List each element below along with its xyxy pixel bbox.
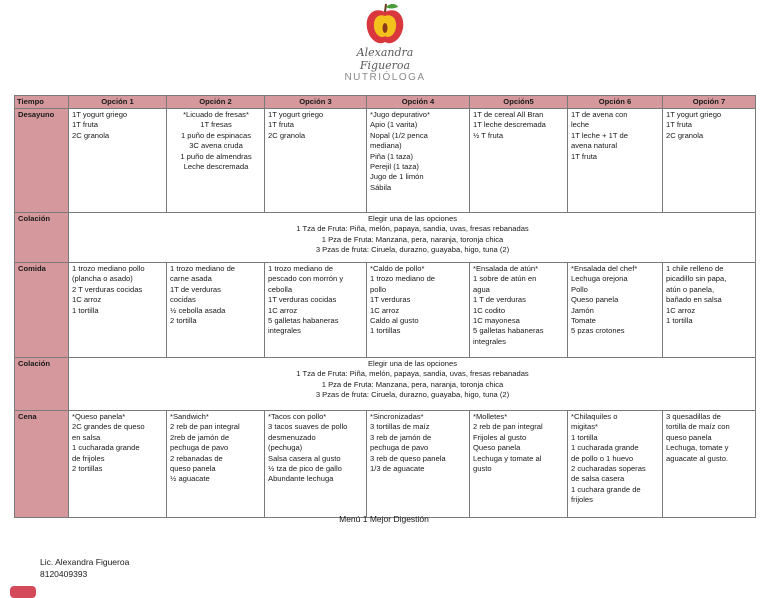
- cell-line: de pollo o 1 huevo: [571, 453, 634, 463]
- cell-line: 3 tacos suaves de pollo: [268, 422, 348, 432]
- cell-line: *Chilaquiles o: [571, 412, 618, 421]
- footer-contact: [40, 556, 129, 580]
- cell-line: migitas*: [571, 422, 599, 432]
- row-colacion-1: [15, 213, 756, 263]
- cell-line: aguacate al gusto.: [666, 453, 729, 463]
- header-opcion-4: Opción 4: [367, 96, 470, 109]
- cell-line: Nopal (1/2 penca: [370, 130, 428, 140]
- cell-line: ½ tza de pico de gallo: [268, 464, 342, 474]
- cell-line: 1T fruta: [268, 120, 295, 130]
- cell-line: 2C grandes de queso: [72, 422, 145, 432]
- cell-line: cebolla: [268, 284, 293, 294]
- desayuno-opcion-2: [167, 109, 265, 213]
- cell-line: Apio (1 varita): [370, 120, 418, 130]
- cell-line: Queso panela: [571, 295, 619, 305]
- cell-line: 1T yogurt griego: [268, 110, 324, 119]
- cell-line: gusto: [473, 464, 492, 474]
- cell-line: 1C arroz: [370, 305, 400, 315]
- row-label-colacion-2: Colación: [15, 358, 69, 411]
- comida-opcion-3: [265, 263, 367, 358]
- cell-line: 3 reb de queso panela: [370, 453, 446, 463]
- cell-line: 3 reb de jamón de: [370, 432, 432, 442]
- comida-opcion-5: [470, 263, 568, 358]
- cell-line: 2C granola: [72, 130, 110, 140]
- cell-line: Lechuga y tomate al: [473, 453, 542, 463]
- header-opcion-3: Opción 3: [265, 96, 367, 109]
- cell-line: de frijoles: [72, 453, 105, 463]
- cell-line: 2 rebanadas de: [170, 453, 223, 463]
- cell-line: 3 Pzas de fruta: Ciruela, durazno, guayaba, higo, tuna (2): [315, 390, 510, 400]
- cell-line: *Sincronizadas*: [370, 412, 424, 421]
- row-label-colacion-1: Colación: [15, 213, 69, 263]
- cell-line: 1 puño de espinacas: [180, 130, 252, 140]
- cell-line: 1 Pza de Fruta: Manzana, pera, naranja, toronja chica: [321, 234, 504, 244]
- cell-line: pechuga de pavo: [170, 443, 229, 453]
- cell-line: 1 Pza de Fruta: Manzana, pera, naranja, toronja chica: [321, 379, 504, 389]
- cell-line: pollo: [370, 284, 387, 294]
- header-row: [15, 96, 756, 109]
- cell-line: 1 cucharada grande: [72, 443, 140, 453]
- cell-line: Lechuga orejona: [571, 274, 628, 284]
- cell-line: Elegir una de las opciones: [367, 214, 458, 223]
- cell-line: 1 chile relleno de: [666, 264, 724, 273]
- cena-opcion-6: [568, 411, 663, 518]
- cell-line: ½ T fruta: [473, 130, 504, 140]
- cell-line: 1T leche descremada: [473, 120, 546, 130]
- cell-line: *Molletes*: [473, 412, 508, 421]
- cell-line: (pechuga): [268, 443, 303, 453]
- cell-line: 1 trozo mediano de: [170, 264, 236, 273]
- cell-line: 1T fruta: [666, 120, 693, 130]
- cell-line: queso panela: [666, 432, 712, 442]
- cell-line: 1T de cereal All Bran: [473, 110, 544, 119]
- cell-line: 5 galletas habaneras: [473, 326, 544, 336]
- cell-line: 2 tortillas: [72, 464, 103, 474]
- header-opcion-7: Opción 7: [663, 96, 756, 109]
- cell-line: 2C granola: [666, 130, 704, 140]
- cell-line: Leche descremada: [183, 162, 249, 172]
- cell-line: *Ensalada de atún*: [473, 264, 539, 273]
- cell-line: 1C codito: [473, 305, 506, 315]
- menu-table: [14, 95, 756, 518]
- cell-line: 2 T verduras cocidas: [72, 284, 143, 294]
- cell-line: agua: [473, 284, 490, 294]
- row-colacion-2: [15, 358, 756, 411]
- desayuno-opcion-7: [663, 109, 756, 213]
- cell-line: Abundante lechuga: [268, 474, 334, 484]
- header-opcion-2: Opción 2: [167, 96, 265, 109]
- cena-opcion-5: [470, 411, 568, 518]
- cell-line: 1T yogurt griego: [666, 110, 722, 119]
- cell-line: *Tacos con pollo*: [268, 412, 327, 421]
- cell-line: queso panela: [170, 464, 216, 474]
- cell-line: bañado en salsa: [666, 295, 722, 305]
- colacion-2-options: [69, 358, 756, 411]
- cell-line: integrales: [268, 326, 301, 336]
- cell-line: cocidas: [170, 295, 196, 305]
- cell-line: de salsa casera: [571, 474, 625, 484]
- cell-line: 1C arroz: [268, 305, 298, 315]
- cell-line: 1C arroz: [72, 295, 102, 305]
- cena-opcion-3: [265, 411, 367, 518]
- cell-line: tortilla de maíz con: [666, 422, 730, 432]
- desayuno-opcion-6: [568, 109, 663, 213]
- footer-phone: 8120409393: [40, 569, 88, 579]
- cell-line: 2 tortilla: [170, 316, 197, 326]
- cell-line: 1 trozo mediano de: [370, 274, 436, 284]
- cell-line: mediana): [370, 141, 402, 151]
- cell-line: (plancha o asado): [72, 274, 133, 284]
- cell-line: *Caldo de pollo*: [370, 264, 425, 273]
- cell-line: *Sandwich*: [170, 412, 209, 421]
- cell-line: *Jugo depurativo*: [370, 110, 430, 119]
- cena-opcion-2: [167, 411, 265, 518]
- cell-line: 1 sobre de atún en: [473, 274, 537, 284]
- cell-line: 1 trozo mediano pollo: [72, 264, 145, 273]
- colacion-1-options: [69, 213, 756, 263]
- comida-opcion-4: [367, 263, 470, 358]
- cell-line: 1 tortilla: [571, 432, 598, 442]
- cell-line: 2 cucharadas soperas: [571, 464, 646, 474]
- comida-opcion-1: [69, 263, 167, 358]
- cell-line: *Ensalada del chef*: [571, 264, 638, 273]
- cell-line: Perejil (1 taza): [370, 162, 419, 172]
- desayuno-opcion-4: [367, 109, 470, 213]
- cell-line: 1T de verduras: [170, 284, 221, 294]
- cell-line: pechuga de pavo: [370, 443, 429, 453]
- cell-line: 2 reb de pan integral: [473, 422, 543, 432]
- footer-name: Lic. Alexandra Figueroa: [40, 557, 130, 567]
- cena-opcion-7: [663, 411, 756, 518]
- cell-line: 1T fruta: [72, 120, 99, 130]
- cell-line: en salsa: [72, 432, 101, 442]
- corner-logo-mark: [10, 586, 36, 598]
- cell-line: 1T verduras cocidas: [268, 295, 337, 305]
- cell-line: 2reb de jamón de: [170, 432, 230, 442]
- cell-line: 1C arroz: [666, 305, 696, 315]
- logo-signature: Alexandra Figueroa: [356, 46, 414, 72]
- cell-line: 3 Pzas de fruta: Ciruela, durazno, guayaba, higo, tuna (2): [315, 245, 510, 255]
- row-label-desayuno: Desayuno: [15, 109, 69, 213]
- cell-line: 2C granola: [268, 130, 306, 140]
- cell-line: Queso panela: [473, 443, 521, 453]
- comida-opcion-6: [568, 263, 663, 358]
- cell-line: 1T verduras: [370, 295, 411, 305]
- cell-line: Frijoles al gusto: [473, 432, 527, 442]
- row-comida: [15, 263, 756, 358]
- cell-line: ½ cebolla asada: [170, 305, 226, 315]
- header-tiempo: Tiempo: [15, 96, 69, 109]
- cell-line: leche: [571, 120, 590, 130]
- header-opcion-1: Opción 1: [69, 96, 167, 109]
- desayuno-opcion-3: [265, 109, 367, 213]
- cell-line: 1 tortilla: [72, 305, 99, 315]
- cell-line: integrales: [473, 336, 506, 346]
- apple-logo-icon: [363, 2, 407, 48]
- cell-line: 1 cuchara grande de: [571, 484, 641, 494]
- row-cena: [15, 411, 756, 518]
- logo-subtitle: NUTRIÓLOGA: [344, 72, 426, 83]
- cell-line: *Queso panela*: [72, 412, 126, 421]
- cell-line: 3 tortillas de maíz: [370, 422, 430, 432]
- cell-line: desmenuzado: [268, 432, 316, 442]
- cell-line: 5 galletas habaneras: [268, 316, 339, 326]
- cell-line: 1T fresas: [200, 120, 232, 130]
- cell-line: 1 tortillas: [370, 326, 401, 336]
- header-opcion-6: Opción 6: [568, 96, 663, 109]
- cell-line: 1 Tza de Fruta: Piña, melón, papaya, sandia, uvas, fresas rebanadas: [296, 224, 529, 234]
- cell-line: 1T yogurt griego: [72, 110, 128, 119]
- cell-line: avena natural: [571, 141, 618, 151]
- cell-line: Salsa casera al gusto: [268, 453, 341, 463]
- brand-logo: [330, 2, 440, 83]
- cell-line: 1 puño de almendras: [180, 151, 252, 161]
- cell-line: Pollo: [571, 284, 588, 294]
- cell-line: Lechuga, tomate y: [666, 443, 729, 453]
- row-label-comida: Comida: [15, 263, 69, 358]
- cell-line: 1 trozo mediano de: [268, 264, 334, 273]
- cell-line: picadillo sin papa,: [666, 274, 727, 284]
- menu-caption: Menú 1 Mejor Digestión: [339, 514, 429, 524]
- cell-line: pescado con morrón y: [268, 274, 344, 284]
- cell-line: 2 reb de pan integral: [170, 422, 240, 432]
- cell-line: Caldo al gusto: [370, 316, 419, 326]
- row-desayuno: [15, 109, 756, 213]
- comida-opcion-2: [167, 263, 265, 358]
- cell-line: 5 pzas crotones: [571, 326, 625, 336]
- cell-line: 1 cucharada grande: [571, 443, 639, 453]
- cena-opcion-4: [367, 411, 470, 518]
- row-label-cena: Cena: [15, 411, 69, 518]
- cell-line: Jugo de 1 limón: [370, 172, 424, 182]
- cell-line: 1T fruta: [571, 151, 598, 161]
- cell-line: 3 quesadillas de: [666, 412, 721, 421]
- cell-line: 1/3 de aguacate: [370, 464, 425, 474]
- cell-line: Sábila: [370, 182, 392, 192]
- comida-opcion-7: [663, 263, 756, 358]
- cell-line: 1C mayonesa: [473, 316, 520, 326]
- cell-line: 1 tortilla: [666, 316, 693, 326]
- cell-line: Jamón: [571, 305, 594, 315]
- cell-line: atún o panela,: [666, 284, 715, 294]
- cell-line: ½ aguacate: [170, 474, 210, 484]
- cell-line: Elegir una de las opciones: [367, 359, 458, 368]
- cell-line: 3C avena cruda: [189, 141, 243, 151]
- desayuno-opcion-1: [69, 109, 167, 213]
- cell-line: 1T leche + 1T de: [571, 130, 628, 140]
- cell-line: 1T de avena con: [571, 110, 628, 119]
- cena-opcion-1: [69, 411, 167, 518]
- cell-line: 1 T de verduras: [473, 295, 526, 305]
- desayuno-opcion-5: [470, 109, 568, 213]
- cell-line: frijoles: [571, 495, 593, 505]
- cell-line: carne asada: [170, 274, 212, 284]
- cell-line: Tomate: [571, 316, 596, 326]
- header-opcion-5: Opción5: [470, 96, 568, 109]
- cell-line: 1 Tza de Fruta: Piña, melón, papaya, sandia, uvas, fresas rebanadas: [296, 369, 529, 379]
- cell-line: *Licuado de fresas*: [183, 110, 249, 119]
- cell-line: Piña (1 taza): [370, 151, 414, 161]
